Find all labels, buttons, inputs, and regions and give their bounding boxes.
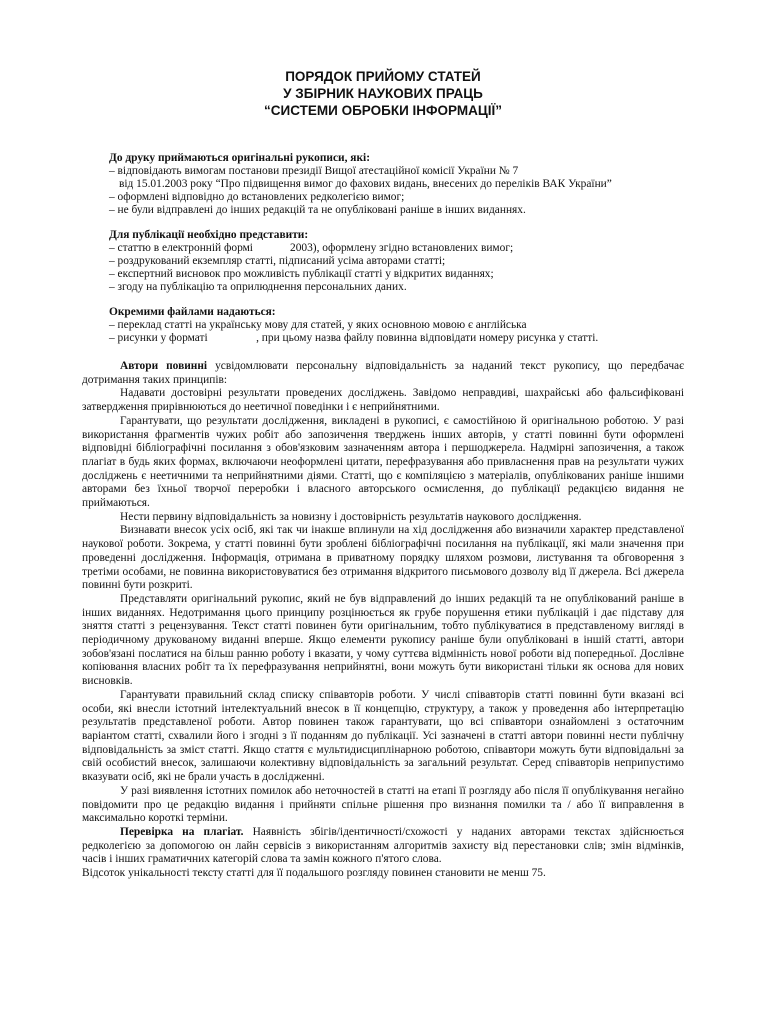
- paragraph: Надавати достовірні результати проведених досліджень. Завідомо неправдиві, шахрайські або фальсифіковані затвердження прирівнюються до неетичної поведінки і є неприйнятними.: [82, 387, 684, 414]
- paragraph: Автори повинні усвідомлювати персональну відповідальність за наданий текст рукопису, що передбачає дотримання таких принципів:: [82, 360, 684, 386]
- paragraph: Гарантувати, що результати дослідження, викладені в рукописі, є самостійною й оригінальною роботою. У разі використання фрагментів чужих робіт або запозичення тверджень інших авторів, у статті повинні бути оформлені відповідні бібліографічні посилання з обов'язковим зазначенням автора і першоджерела. Надмірні запозичення, а також плагіат в будь яких формах, включаючи неоформлені цитати, перефразування або привласнення прав на результати чужих досліджень є неетичними та неприйнятними діями. Статті, що є компіляцією з матеріалів, опублікованих раніше іншими авторами без їхньої творчої переробки і власного авторського осмислення, до публікації редакцією видання не приймаються.: [82, 414, 684, 510]
- paragraph: Відсоток унікальності тексту статті для її подальшого розгляду повинен становити не менш 75.: [82, 867, 546, 880]
- accepted-manuscripts-section: [109, 152, 684, 217]
- section-heading: Для публікації необхідно представити:: [109, 229, 309, 241]
- list-item: – роздрукований екземпляр статті, підписаний усіма авторами статті;: [109, 255, 446, 267]
- separate-files-section: [109, 306, 684, 345]
- list-item: – не були відправлені до інших редакцій та не опубліковані раніше в інших виданнях.: [109, 204, 526, 216]
- list-item: – відповідають вимогам постанови президії Вищої атестаційної комісії України № 7: [109, 165, 519, 177]
- title-line-3: “СИСТЕМИ ОБРОБКИ ІНФОРМАЦІЇ”: [264, 103, 502, 118]
- list-item: – статтю в електронній формі 2003), оформлену згідно встановлених вимог;: [109, 242, 514, 254]
- paragraph: Перевірка на плагіат. Наявність збігів/ідентичності/схожості у наданих авторами текстах здійснюється редколегією за допомогою он лайн сервісів з використанням алгоритмів захисту від перестановки слів; змін відмінків, часів і інших граматичних категорій слова та замін кожного п'ятого слова.: [82, 825, 684, 866]
- list-item: – рисунки у форматі , при цьому назва файлу повинна відповідати номеру рисунка у статті.: [109, 332, 599, 344]
- paragraph: Гарантувати правильний склад списку співавторів роботи. У числі співавторів статті повинні бути вказані всі особи, які внесли істотний інтелектуальний внесок в її концепцію, структуру, а також у проведення або інтерпретацію результатів представленої роботи. Автор повинен також гарантувати, що всі співавтори ознайомлені з остаточним варіантом статті, схвалили його і згодні з її поданням до публікації. Усі зазначені в статті автори повинні нести публічну відповідальність за зміст статті. Якщо стаття є мультидисциплінарною роботою, співавтори можуть бути відповідальні за свій особистий внесок, залишаючи колективну відповідальність за загальний результат. Серед співавторів неприпустимо вказувати осіб, які не брали участь в дослідженні.: [82, 688, 684, 784]
- document-title: [82, 68, 684, 119]
- section-heading: До друку приймаються оригінальні рукописи, які:: [109, 152, 370, 164]
- list-item: – експертний висновок про можливість публікації статті у відкритих виданнях;: [109, 268, 494, 280]
- author-obligations-text: [82, 360, 684, 881]
- paragraph: Нести первину відповідальність за новизну і достовірність результатів наукового дослідження.: [120, 510, 582, 523]
- list-item: від 15.01.2003 року “Про підвищення вимог до фахових видань, внесених до переліків ВАК України”: [119, 178, 612, 190]
- submission-requirements-section: [109, 229, 684, 294]
- title-line-1: ПОРЯДОК ПРИЙОМУ СТАТЕЙ: [285, 69, 481, 84]
- bold-lead: Перевірка на плагіат.: [120, 825, 244, 838]
- paragraph: Визнавати внесок усіх осіб, які так чи інакше вплинули на хід дослідження або визначили характер представленої наукової роботи. Зокрема, у статті повинні бути зроблені бібліографічні посилання на публікації, які мали значення при проведенні дослідження. Інформація, отримана в приватному порядку шляхом розмови, листування та обговорення з третіми особами, не повинна використовуватися без отримання відкритого письмового дозволу від її джерела. Всі джерела повинні бути розкриті.: [82, 524, 684, 592]
- list-item: – згоду на публікацію та оприлюднення персональних даних.: [109, 281, 407, 293]
- title-line-2: У ЗБІРНИК НАУКОВИХ ПРАЦЬ: [283, 86, 483, 101]
- bold-lead: Автори повинні: [120, 360, 208, 372]
- paragraph: У разі виявлення істотних помилок або неточностей в статті на етапі її розгляду або після її опублікування негайно повідомити про це редакцію видання і прийняти спільне рішення про визнання помилки та / або її виправлення в максимально короткі терміни.: [82, 784, 684, 825]
- paragraph: Представляти оригінальний рукопис, який не був відправлений до інших редакцій та не опублікований раніше в інших виданнях. Недотримання цього принципу розцінюється як грубе порушення етики публікацій і дає підставу для зняття статті з рецензування. Текст статті повинен бути оригінальним, тобто публікуватися в представленому вигляді в періодичному друкованому виданні вперше. Якщо елементи рукопису раніше були опубліковані в іншій статті, автори зобов'язані послатися на більш ранню роботу і вказати, у чому суттєва відмінність нової роботи від попередньої. Дослівне копіювання власних робіт та їх перефразування неприйнятні, вони можуть бути використані тільки як основа для нових висновків.: [82, 592, 684, 688]
- list-item: – переклад статті на українську мову для статей, у яких основною мовою є англійська: [109, 319, 527, 331]
- list-item: – оформлені відповідно до встановлених редколегією вимог;: [109, 191, 405, 203]
- section-heading: Окремими файлами надаються:: [109, 306, 276, 318]
